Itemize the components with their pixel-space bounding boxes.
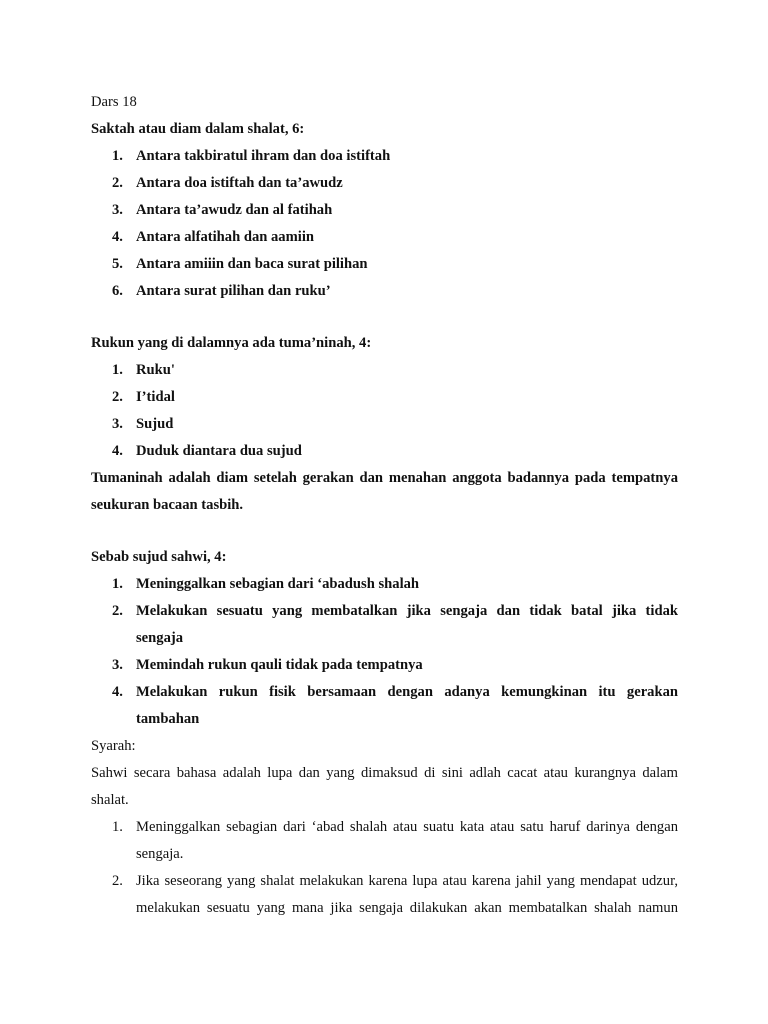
list-item-continuation: melakukan sesuatu yang mana jika sengaja dilakukan akan membatalkan shalah namun — [136, 900, 678, 916]
list-item: I’tidal — [136, 389, 175, 405]
list-item: Meninggalkan sebagian dari ‘abad shalah atau suatu kata atau satu haruf darinya dengan — [136, 819, 678, 835]
lesson-header: Dars 18 — [91, 94, 137, 110]
syarah-paragraph-line2: shalat. — [91, 792, 129, 808]
list-item: Duduk diantara dua sujud — [136, 443, 302, 459]
list-item-number: 1. — [112, 362, 123, 378]
list-item: Ruku' — [136, 362, 175, 378]
list-item-number: 2. — [112, 603, 123, 619]
saktah-heading: Saktah atau diam dalam shalat, 6: — [91, 121, 305, 137]
list-item: Antara takbiratul ihram dan doa istiftah — [136, 148, 391, 164]
list-item: Melakukan rukun fisik bersamaan dengan adanya kemungkinan itu gerakan — [136, 684, 678, 700]
list-item-continuation: sengaja — [136, 630, 184, 646]
syarah-paragraph-line1: Sahwi secara bahasa adalah lupa dan yang dimaksud di sini adlah cacat atau kurangnya dalam — [91, 765, 678, 781]
list-item: Melakukan sesuatu yang membatalkan jika sengaja dan tidak batal jika tidak — [136, 603, 678, 619]
list-item-number: 2. — [112, 389, 123, 405]
list-item-number: 1. — [112, 819, 123, 835]
list-item-number: 6. — [112, 283, 123, 299]
tumaninah-definition-line2: seukuran bacaan tasbih. — [91, 497, 244, 513]
list-item-number: 4. — [112, 443, 123, 459]
list-item: Antara surat pilihan dan ruku’ — [136, 283, 331, 299]
list-item-number: 2. — [112, 175, 123, 191]
list-item: Antara amiiin dan baca surat pilihan — [136, 256, 368, 272]
list-item-number: 2. — [112, 873, 123, 889]
sebab-heading: Sebab sujud sahwi, 4: — [91, 549, 227, 565]
rukun-heading: Rukun yang di dalamnya ada tuma’ninah, 4: — [91, 335, 372, 351]
list-item-number: 3. — [112, 416, 123, 432]
syarah-label: Syarah: — [91, 738, 136, 754]
list-item-number: 4. — [112, 229, 123, 245]
list-item-continuation: sengaja. — [136, 846, 184, 862]
list-item: Antara ta’awudz dan al fatihah — [136, 202, 333, 218]
list-item: Jika seseorang yang shalat melakukan karena lupa atau karena jahil yang mendapat udzur, — [136, 873, 678, 889]
list-item-number: 1. — [112, 576, 123, 592]
list-item: Meninggalkan sebagian dari ‘abadush shalah — [136, 576, 420, 592]
list-item-number: 4. — [112, 684, 123, 700]
list-item: Sujud — [136, 416, 174, 432]
list-item: Memindah rukun qauli tidak pada tempatnya — [136, 657, 423, 673]
list-item-number: 3. — [112, 657, 123, 673]
list-item-continuation: tambahan — [136, 711, 200, 727]
list-item: Antara alfatihah dan aamiin — [136, 229, 314, 245]
list-item: Antara doa istiftah dan ta’awudz — [136, 175, 343, 191]
list-item-number: 5. — [112, 256, 123, 272]
list-item-number: 3. — [112, 202, 123, 218]
list-item-number: 1. — [112, 148, 123, 164]
tumaninah-definition-line1: Tumaninah adalah diam setelah gerakan dan menahan anggota badannya pada tempatnya — [91, 470, 678, 486]
